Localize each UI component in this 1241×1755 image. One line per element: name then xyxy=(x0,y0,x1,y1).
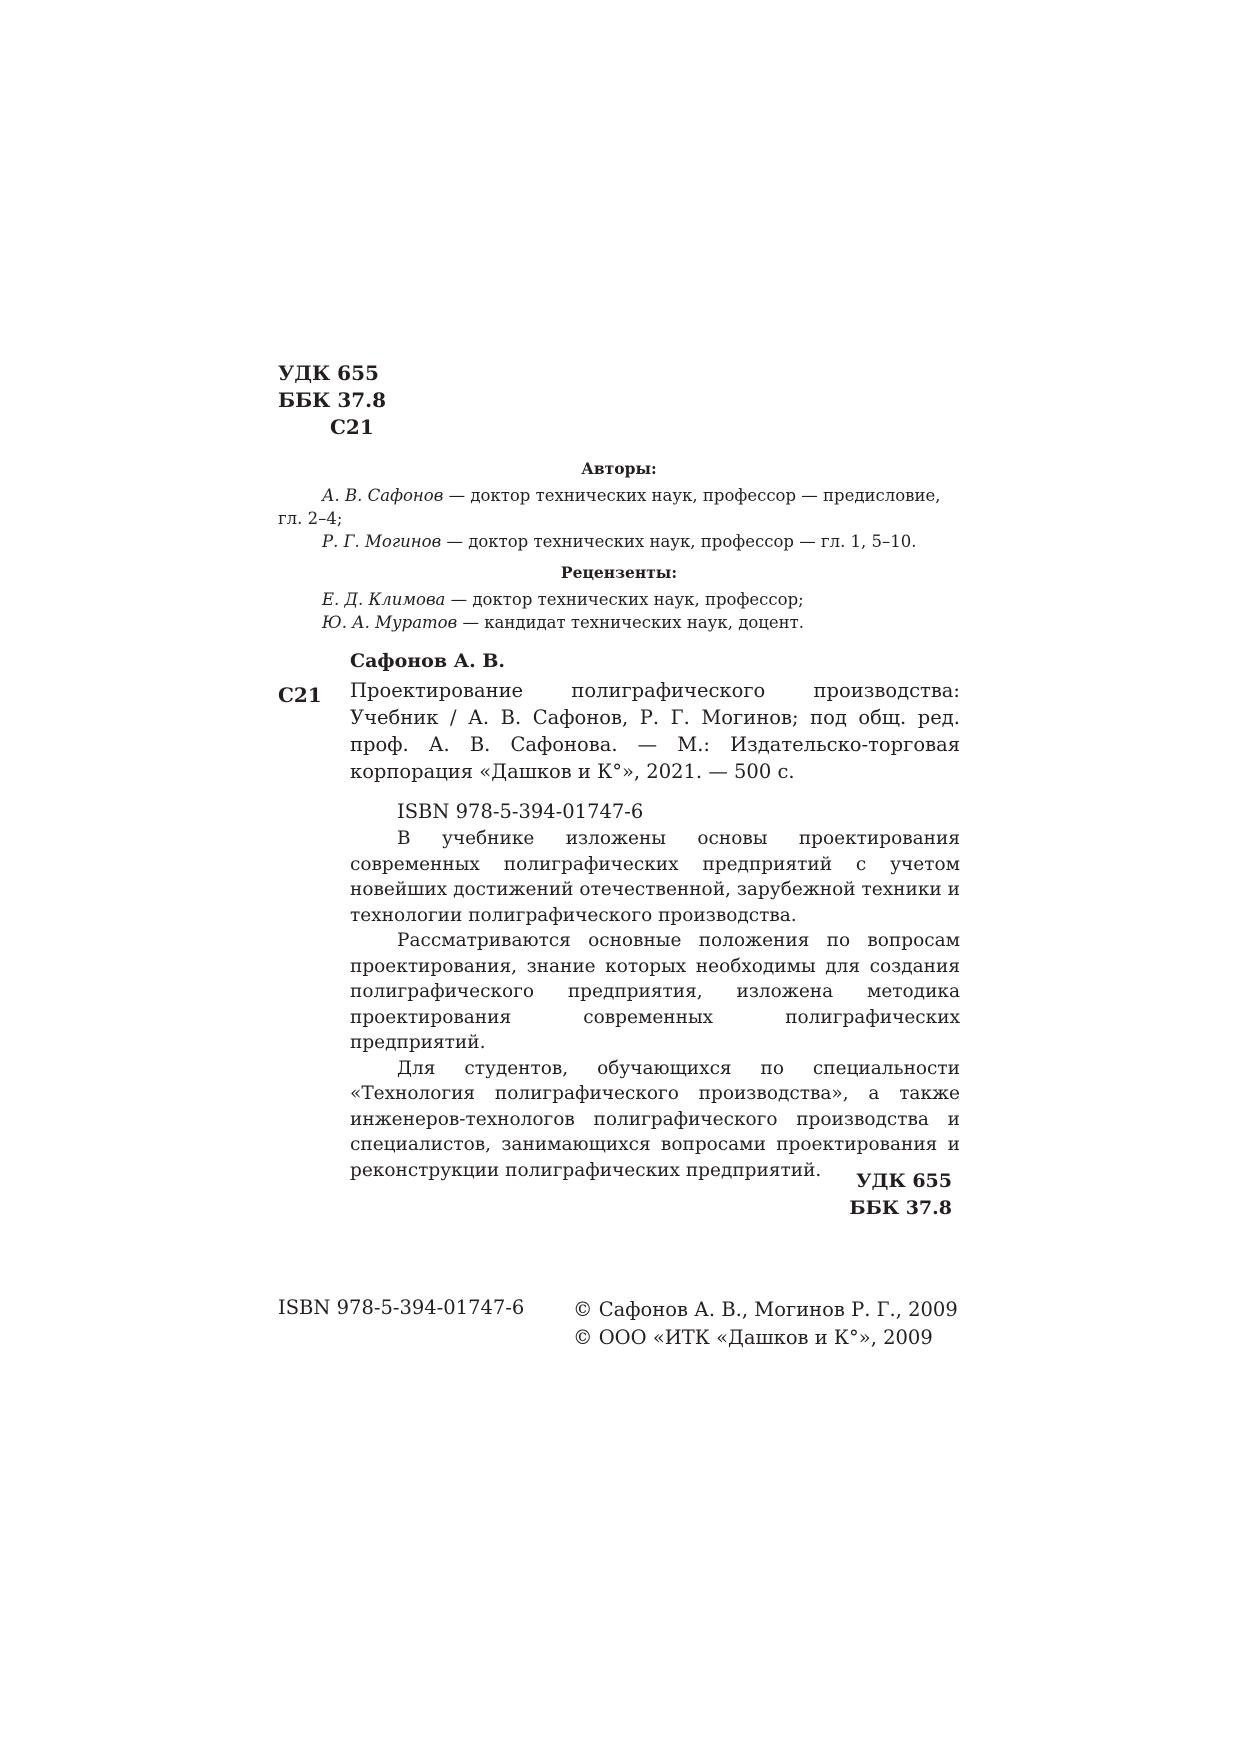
reviewers-heading: Рецензенты: xyxy=(560,563,678,582)
author-mark: С21 xyxy=(330,415,374,439)
reviewer-entry-2 xyxy=(322,613,804,632)
copyright-block xyxy=(573,1296,958,1352)
author-mark-side: С21 xyxy=(278,683,322,707)
classification-block xyxy=(278,360,386,441)
reviewer-role: — кандидат технических наук, доцент. xyxy=(457,613,805,632)
copyright-authors: © Сафонов А. В., Могинов Р. Г., 2009 xyxy=(573,1298,958,1321)
bbk-index-bottom: ББК 37.8 xyxy=(849,1197,952,1219)
reviewer-name: Ю. А. Муратов xyxy=(322,613,458,632)
annotation-paragraph-1: В учебнике изложены основы проектирования современных полиграфических предприятий с учетом новейших достижений отечественной, зарубежной техники и технологии полиграфического производства. xyxy=(350,828,960,926)
authors-heading: Авторы: xyxy=(581,459,657,478)
isbn-footer: ISBN 978-5-394-01747-6 xyxy=(278,1296,525,1319)
description-text: Проектирование полиграфического производства: Учебник / А. В. Сафонов, Р. Г. Могинов; под общ. ред. проф. А. В. Сафонова. — М.: Издательско-торговая корпорация «Дашков и К°», 2021. — 500 с. xyxy=(350,679,960,783)
author-entry-1-cont: гл. 2–4; xyxy=(278,509,343,528)
udk-index: УДК 655 xyxy=(278,361,379,385)
udk-index-bottom: УДК 655 xyxy=(856,1170,952,1192)
classification-bottom xyxy=(800,1168,952,1222)
author-name: А. В. Сафонов xyxy=(322,486,444,505)
annotation-paragraph-2: Рассматриваются основные положения по вопросам проектирования, знание которых необходимы для создания полиграфического предприятия, изложена методика проектирования современных полиграфических предприятий. xyxy=(350,930,960,1053)
author-role: — доктор технических наук, профессор — предисловие, xyxy=(443,486,941,505)
copyright-publisher: © ООО «ИТК «Дашков и К°», 2009 xyxy=(573,1326,933,1349)
main-author: Сафонов А. В. xyxy=(350,650,506,672)
reviewer-name: Е. Д. Климова xyxy=(322,590,446,609)
author-entry-1 xyxy=(322,486,940,505)
reviewer-role: — доктор технических наук, профессор; xyxy=(445,590,804,609)
author-role: — доктор технических наук, профессор — гл. 1, 5–10. xyxy=(441,532,917,551)
annotation xyxy=(350,826,960,1183)
author-entry-2 xyxy=(322,532,917,551)
bbk-index: ББК 37.8 xyxy=(278,388,387,412)
reviewer-entry-1 xyxy=(322,590,804,609)
author-name: Р. Г. Могинов xyxy=(322,532,442,551)
bibliographic-description xyxy=(350,677,960,785)
isbn-entry: ISBN 978-5-394-01747-6 xyxy=(397,800,644,823)
annotation-paragraph-3: Для студентов, обучающихся по специальности «Технология полиграфического производства», а также инженеров-технологов полиграфического производства и специалистов, занимающихся вопросами проектирования и реконструкции полиграфических предприятий. xyxy=(350,1057,960,1181)
